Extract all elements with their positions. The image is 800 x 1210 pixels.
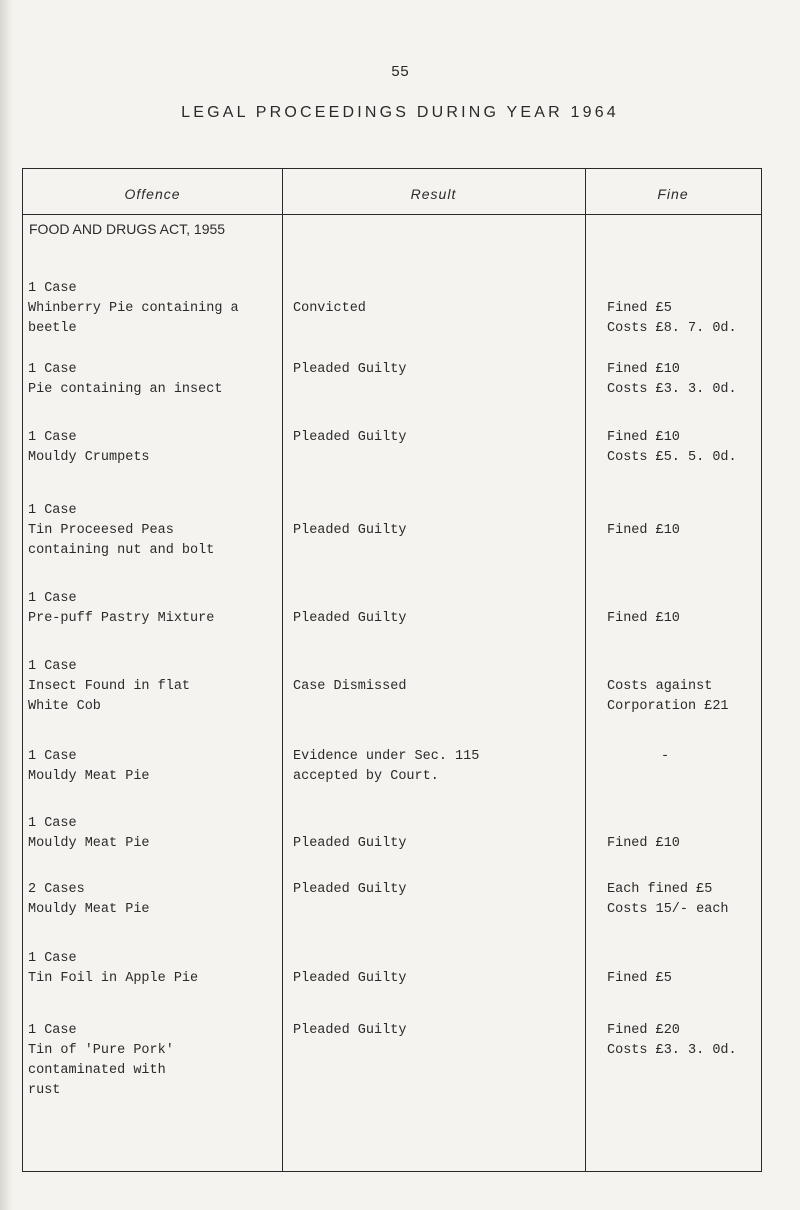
proceedings-table <box>22 168 762 1172</box>
page-number: 55 <box>390 64 409 81</box>
act-heading: FOOD AND DRUGS ACT, 1955 <box>29 221 226 237</box>
offence-cell: 1 Case Mouldy Meat Pie <box>28 816 150 851</box>
fine-cell: Fined £10 <box>607 836 680 851</box>
result-cell: Pleaded Guilty <box>293 611 407 626</box>
result-cell: Pleaded Guilty <box>293 362 407 377</box>
offence-cell: 2 Cases Mouldy Meat Pie <box>28 882 150 917</box>
result-cell: Convicted <box>293 301 366 316</box>
offence-cell: 1 Case Tin of 'Pure Pork' contaminated with rust <box>28 1023 174 1098</box>
offence-cell: 1 Case Mouldy Crumpets <box>28 430 150 465</box>
fine-cell: Fined £5 <box>607 971 672 986</box>
fine-cell: - <box>661 749 670 764</box>
result-cell: Pleaded Guilty <box>293 430 407 445</box>
page-title: LEGAL PROCEEDINGS DURING YEAR 1964 <box>181 104 619 121</box>
offence-cell: 1 Case Insect Found in flat White Cob <box>28 659 191 714</box>
offence-cell: 1 Case Tin Proceesed Peas containing nut and bolt <box>28 503 215 558</box>
result-cell: Pleaded Guilty <box>293 1023 407 1038</box>
offence-cell: 1 Case Mouldy Meat Pie <box>28 749 150 784</box>
result-cell: Pleaded Guilty <box>293 523 407 538</box>
fine-cell: Fined £10 Costs £5. 5. 0d. <box>607 430 737 465</box>
header-offence: Offence <box>124 186 181 202</box>
fine-cell: Fined £10 <box>607 523 680 538</box>
result-cell: Pleaded Guilty <box>293 882 407 897</box>
fine-cell: Each fined £5 Costs 15/- each <box>607 882 729 917</box>
header-divider <box>23 214 761 215</box>
fine-cell: Fined £5 Costs £8. 7. 0d. <box>607 301 737 336</box>
result-cell: Pleaded Guilty <box>293 971 407 986</box>
offence-cell: 1 Case Pie containing an insect <box>28 362 223 397</box>
column-divider-1 <box>282 169 283 1171</box>
fine-cell: Fined £10 Costs £3. 3. 0d. <box>607 362 737 397</box>
offence-cell: 1 Case Whinberry Pie containing a beetle <box>28 281 239 336</box>
result-cell: Case Dismissed <box>293 679 407 694</box>
header-result: Result <box>410 186 457 202</box>
fine-cell: Costs against Corporation £21 <box>607 679 729 714</box>
offence-cell: 1 Case Pre-puff Pastry Mixture <box>28 591 215 626</box>
result-cell: Evidence under Sec. 115 accepted by Court. <box>293 749 480 784</box>
offence-cell: 1 Case Tin Foil in Apple Pie <box>28 951 199 986</box>
result-cell: Pleaded Guilty <box>293 836 407 851</box>
header-fine: Fine <box>657 186 689 202</box>
page-binding-edge <box>0 0 14 1210</box>
column-divider-2 <box>585 169 586 1171</box>
fine-cell: Fined £10 <box>607 611 680 626</box>
fine-cell: Fined £20 Costs £3. 3. 0d. <box>607 1023 737 1058</box>
